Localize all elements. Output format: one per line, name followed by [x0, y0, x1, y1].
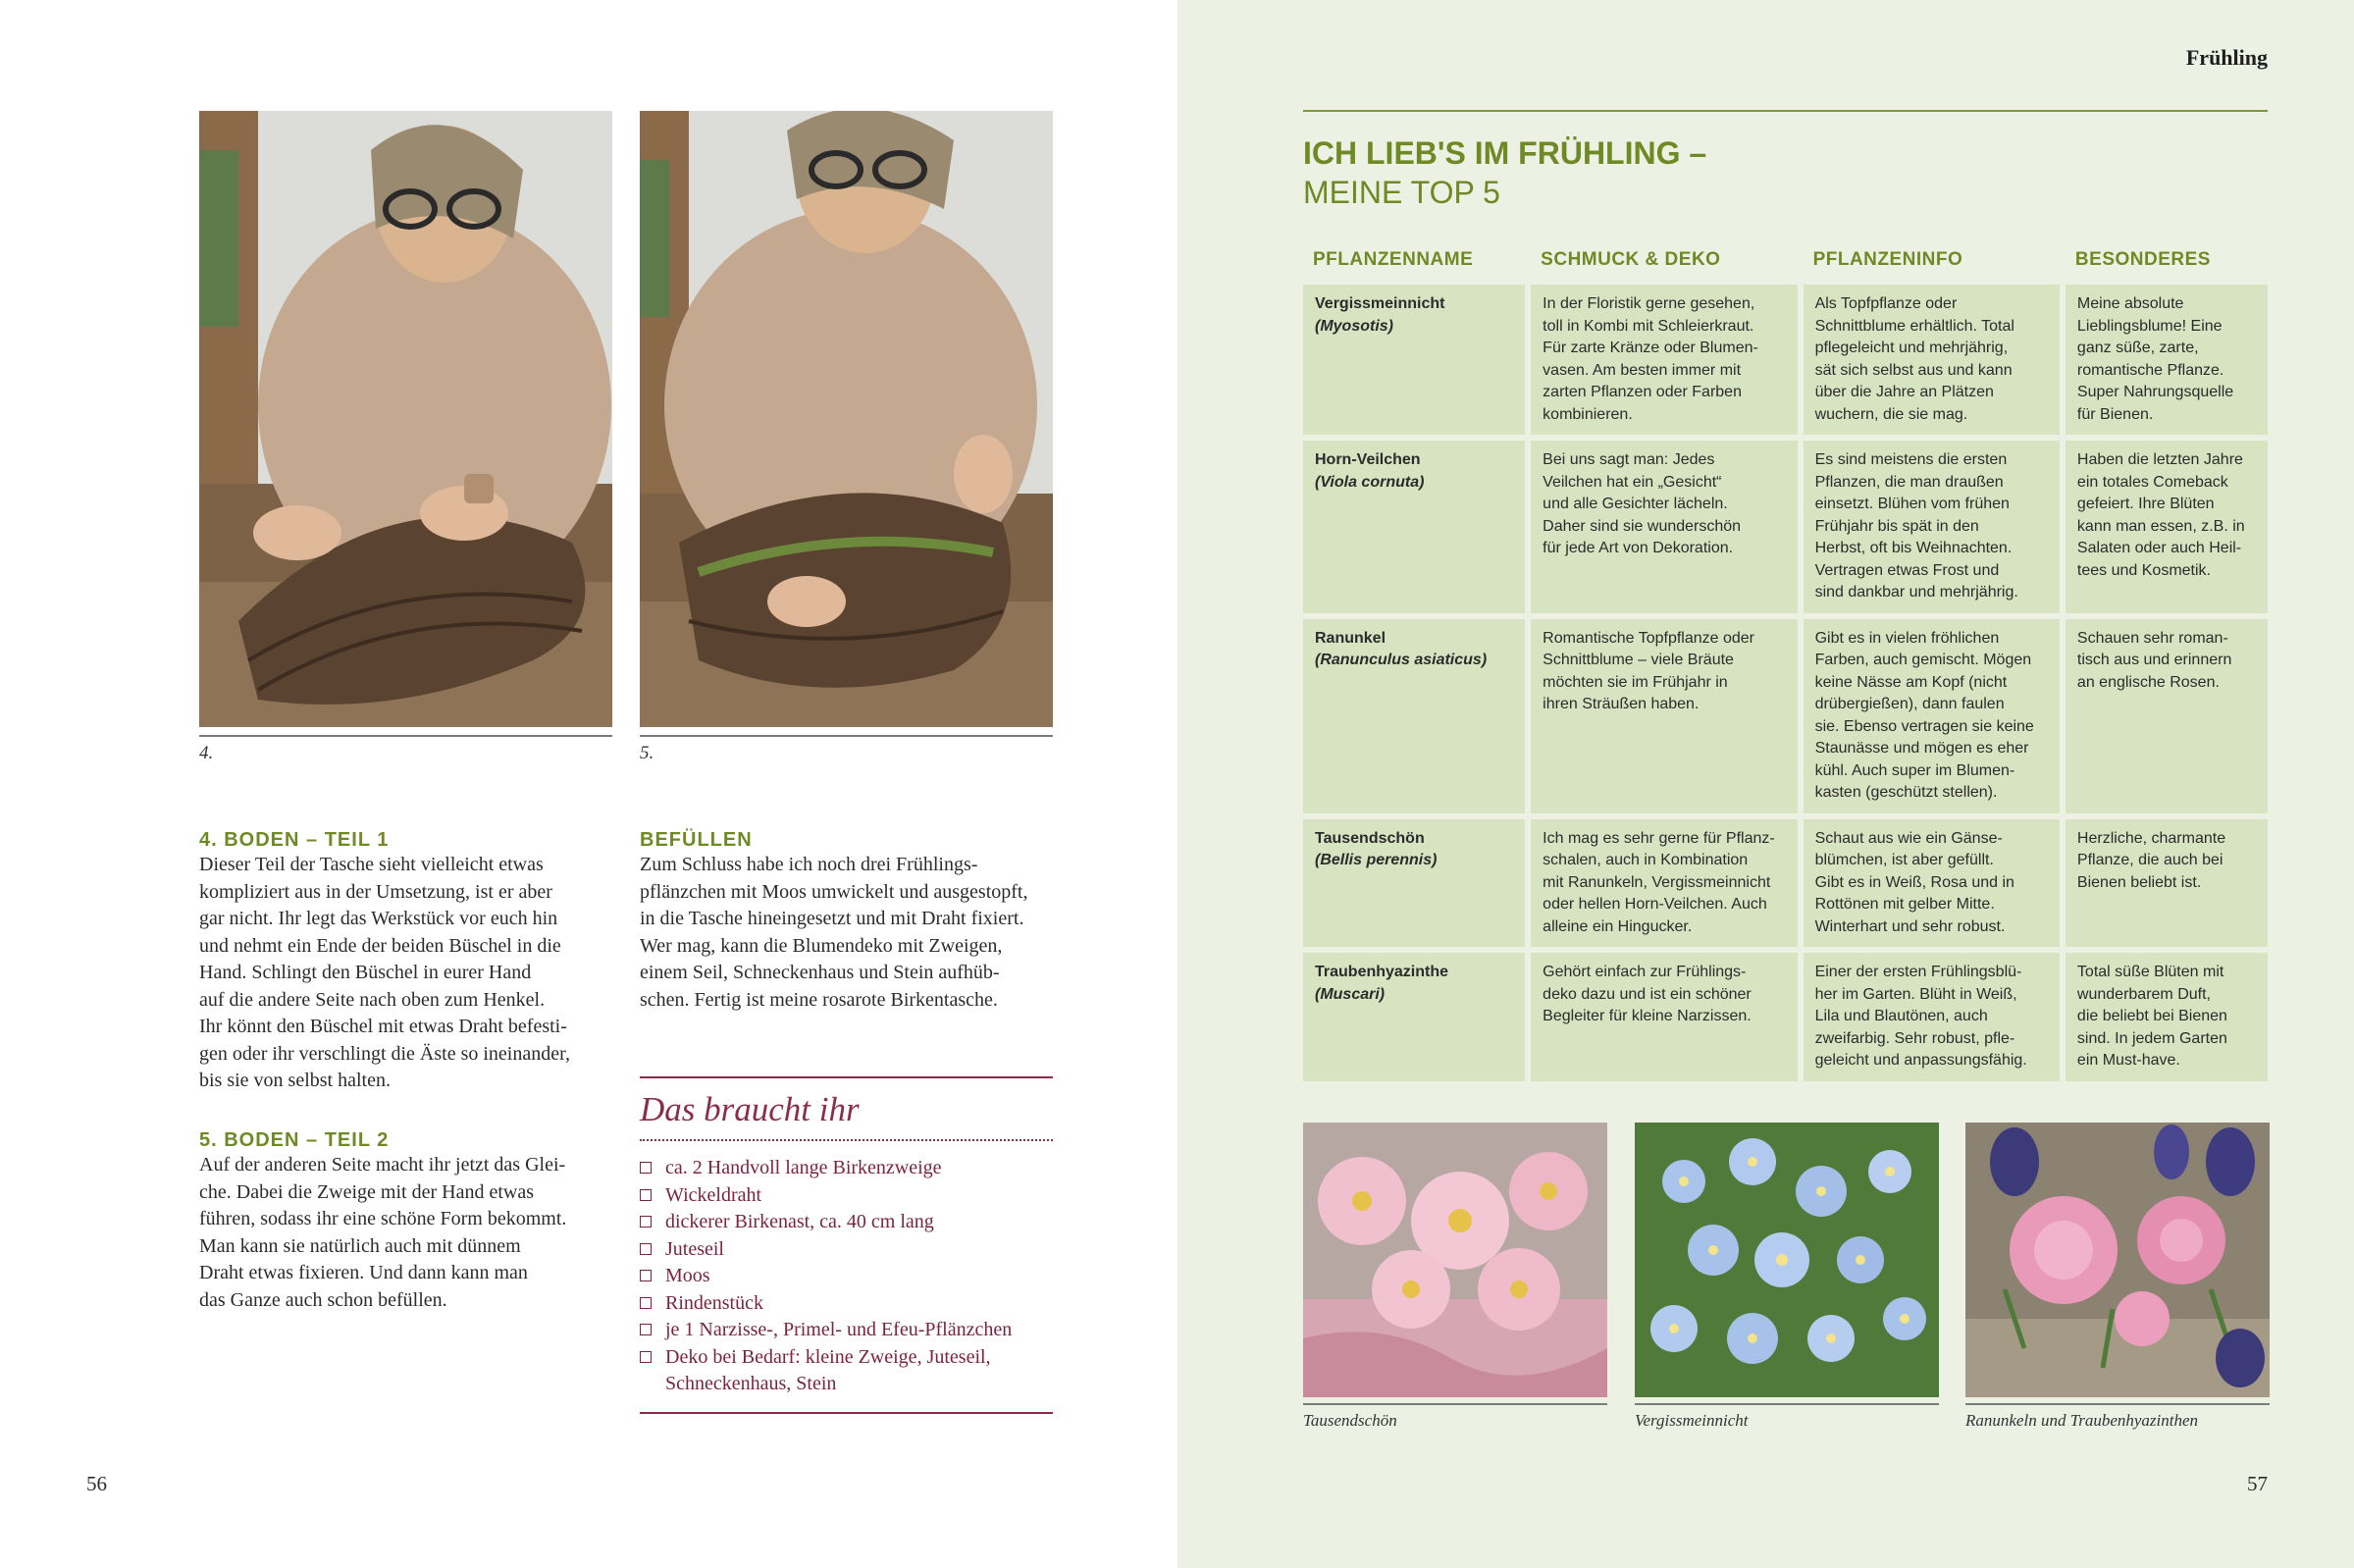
section-heading: 4. BODEN – TEIL 1	[199, 829, 390, 851]
cell-line: Einer der ersten Frühlingsblü-	[1814, 964, 2022, 980]
cell-line: Begleiter für kleine Narzissen.	[1543, 1008, 1752, 1024]
besonderes-cell	[2066, 619, 2268, 813]
cell-line: Rottönen mit gelber Mitte.	[1814, 896, 1995, 913]
text-line: führen, sodass ihr eine schöne Form bekommt.	[199, 1208, 567, 1229]
cell-line: Bei uns sagt man: Jedes	[1543, 451, 1715, 468]
cell-line: wuchern, die sie mag.	[1814, 405, 1968, 423]
header-rule	[1303, 110, 2268, 112]
column-header: SCHMUCK & DEKO	[1541, 249, 1721, 270]
column-header: PFLANZENNAME	[1313, 249, 1474, 270]
plant-name: Traubenhyazinthe	[1315, 964, 1449, 980]
cell-line: kombinieren.	[1543, 405, 1633, 423]
section-heading: 5. BODEN – TEIL 2	[199, 1129, 390, 1151]
section-heading: BEFÜLLEN	[640, 829, 753, 851]
cell-line: möchten sie im Frühjahr in	[1543, 673, 1728, 691]
text-line: Hand. Schlingt den Büschel in eurer Hand	[199, 962, 532, 983]
cell-line: Frühjahr bis spät in den	[1814, 517, 1979, 535]
table-row	[1303, 285, 2268, 435]
cell-line: Meine absolute	[2076, 295, 2184, 312]
deko-cell	[1531, 819, 1797, 948]
text-line: in die Tasche hineingesetzt und mit Draht fixiert.	[640, 908, 1024, 929]
text-line: einem Seil, Schneckenhaus und Stein aufhüb-	[640, 962, 1000, 983]
cell-line: Gibt es in vielen fröhlichen	[1814, 629, 2000, 647]
text-line: gen oder ihr verschlingt die Äste so ineinander,	[199, 1042, 570, 1065]
table-row	[1303, 953, 2268, 1081]
plant-latin-name: (Muscari)	[1315, 985, 1386, 1003]
text-line: Dieser Teil der Tasche sieht vielleicht etwas	[199, 854, 544, 875]
cell-line: toll in Kombi mit Schleierkraut.	[1543, 317, 1754, 335]
cell-line: Total süße Blüten mit	[2076, 964, 2224, 980]
cell-line: Gibt es in Weiß, Rosa und in	[1814, 873, 2014, 891]
besonderes-cell	[2066, 819, 2268, 948]
cell-line: sind dankbar und mehrjährig.	[1814, 584, 2018, 601]
cell-line: Schaut aus wie ein Gänse-	[1814, 829, 2003, 847]
photo-caption-vergissmeinnicht: Vergissmeinnicht	[1635, 1403, 1939, 1431]
cell-line: drübergießen), dann faulen	[1814, 696, 2005, 712]
photo-vergissmeinnicht	[1635, 1123, 1939, 1397]
cell-line: für Bienen.	[2076, 405, 2154, 423]
section-body	[640, 852, 1062, 1014]
section-boden-teil-1	[199, 829, 611, 1095]
cell-line: Lila und Blautönen, auch	[1814, 1008, 1988, 1024]
table-row	[1303, 441, 2268, 613]
cell-line: her im Garten. Blüht in Weiß,	[1814, 985, 2017, 1003]
cell-line: romantische Pflanze.	[2076, 361, 2224, 379]
checkbox-icon[interactable]	[640, 1216, 652, 1228]
photo-caption-tausendschoen: Tausendschön	[1303, 1403, 1607, 1431]
cell-line: kann man essen, z.B. in	[2076, 517, 2245, 535]
cell-line: deko dazu und ist ein schöner	[1543, 985, 1752, 1003]
photo-ranunkeln	[1965, 1123, 2270, 1397]
title-line-2: MEINE TOP 5	[1303, 175, 1500, 210]
materials-title: Das braucht ihr	[640, 1078, 1053, 1141]
deko-cell	[1531, 953, 1797, 1081]
cell-line: an englische Rosen.	[2076, 673, 2220, 691]
text-line: Auf der anderen Seite macht ihr jetzt das Glei-	[199, 1154, 566, 1176]
besonderes-cell	[2066, 285, 2268, 435]
cell-line: zarten Pflanzen oder Farben	[1543, 384, 1742, 400]
table-row	[1303, 619, 2268, 813]
text-line: bis sie von selbst halten.	[199, 1070, 391, 1091]
cell-line: Für zarte Kränze oder Blumen-	[1543, 340, 1758, 356]
photo-caption-4: 4.	[199, 735, 612, 764]
photo-step-5	[640, 111, 1053, 727]
cell-line: In der Floristik gerne gesehen,	[1543, 295, 1755, 312]
table-header-row	[1303, 241, 2268, 279]
text-line: schen. Fertig ist meine rosarote Birkentasche.	[640, 988, 998, 1011]
cell-line: ihren Sträußen haben.	[1543, 696, 1700, 712]
cell-line: Pflanzen, die man draußen	[1814, 473, 2004, 491]
cell-line: ein Must-have.	[2076, 1052, 2180, 1069]
text-line: gar nicht. Ihr legt das Werkstück vor euch hin	[199, 908, 558, 929]
deko-cell	[1531, 285, 1797, 435]
info-cell	[1804, 819, 2060, 948]
page-number-right: 57	[2247, 1472, 2268, 1495]
cell-line: tisch aus und erinnern	[2076, 652, 2232, 668]
cell-line: sät sich selbst aus und kann	[1814, 361, 2013, 379]
cell-line: oder hellen Horn-Veilchen. Auch	[1543, 896, 1767, 913]
checkbox-icon[interactable]	[640, 1297, 652, 1309]
materials-item[interactable]: Rindenstück	[640, 1290, 1053, 1318]
cell-line: mit Ranunkeln, Vergissmeinnicht	[1543, 873, 1771, 891]
plant-name-cell	[1303, 441, 1525, 613]
materials-item[interactable]: ca. 2 Handvoll lange Birkenzweige	[640, 1155, 1053, 1182]
cell-line: Gehört einfach zur Frühlings-	[1543, 964, 1747, 980]
text-line: kompliziert aus in der Umsetzung, ist er aber	[199, 880, 552, 903]
cell-line: Farben, auch gemischt. Mögen	[1814, 652, 2032, 668]
column-header: BESONDERES	[2074, 249, 2211, 270]
info-cell	[1804, 285, 2060, 435]
cell-line: Ich mag es sehr gerne für Pflanz-	[1543, 829, 1775, 847]
cell-line: keine Nässe am Kopf (nicht	[1814, 673, 2008, 691]
text-line: Zum Schluss habe ich noch drei Frühlings-	[640, 854, 978, 875]
cell-line: kühl. Auch super im Blumen-	[1814, 761, 2015, 779]
checkbox-icon[interactable]	[640, 1324, 652, 1335]
photo-step-4	[199, 111, 612, 727]
plant-name-cell	[1303, 285, 1525, 435]
cell-line: ganz süße, zarte,	[2076, 340, 2199, 356]
plant-name-cell	[1303, 819, 1525, 948]
cell-line: pflegeleicht und mehrjährig,	[1814, 340, 2009, 356]
checkbox-icon[interactable]	[640, 1189, 652, 1201]
materials-item[interactable]: Deko bei Bedarf: kleine Zweige, Juteseil, Schneckenhaus, Stein	[640, 1344, 1053, 1398]
cell-line: Schauen sehr roman-	[2076, 629, 2228, 647]
cell-line: Romantische Topfpflanze oder	[1543, 629, 1755, 647]
text-line: che. Dabei die Zweige mit der Hand etwas	[199, 1180, 534, 1203]
cell-line: gefeiert. Ihre Blüten	[2076, 496, 2215, 512]
photo-caption-5: 5.	[640, 735, 1053, 764]
materials-item[interactable]: dickerer Birkenast, ca. 40 cm lang	[640, 1209, 1053, 1236]
checkbox-icon[interactable]	[640, 1243, 652, 1255]
cell-line: Vertragen etwas Frost und	[1814, 561, 2000, 579]
plant-latin-name: (Bellis perennis)	[1315, 852, 1438, 868]
cell-line: Super Nahrungsquelle	[2076, 384, 2234, 400]
checkbox-icon[interactable]	[640, 1162, 652, 1174]
cell-line: Schnittblume – viele Bräute	[1543, 652, 1734, 668]
text-line: pflänzchen mit Moos umwickelt und ausgestopft,	[640, 880, 1028, 903]
materials-item[interactable]: Juteseil	[640, 1236, 1053, 1264]
page-title	[1303, 133, 1706, 212]
plant-table	[1303, 235, 2268, 1087]
plant-name-cell	[1303, 619, 1525, 813]
materials-list	[640, 1141, 1053, 1412]
text-line: Wer mag, kann die Blumendeko mit Zweigen,	[640, 934, 1003, 957]
cell-line: Herbst, oft bis Weihnachten.	[1814, 540, 2013, 556]
checkbox-icon[interactable]	[640, 1351, 652, 1363]
table-row	[1303, 819, 2268, 948]
cell-line: und alle Gesichter lächeln.	[1543, 496, 1728, 512]
cell-line: sie. Ebenso vertragen sie keine	[1814, 717, 2034, 735]
cell-line: kasten (geschützt stellen).	[1814, 784, 1998, 801]
cell-line: einsetzt. Blühen vom frühen	[1814, 496, 2010, 512]
info-cell	[1804, 441, 2060, 613]
plant-name-cell	[1303, 953, 1525, 1081]
cell-line: Herzliche, charmante	[2076, 829, 2226, 847]
cell-line: tees und Kosmetik.	[2076, 561, 2211, 579]
cell-line: Bienen beliebt ist.	[2076, 873, 2202, 891]
besonderes-cell	[2066, 441, 2268, 613]
cell-line: sind. In jedem Garten	[2076, 1029, 2227, 1047]
cell-line: ein totales Comeback	[2076, 473, 2228, 491]
page-number-left: 56	[86, 1472, 107, 1495]
materials-item[interactable]: Moos	[640, 1263, 1053, 1290]
plant-name: Ranunkel	[1315, 629, 1386, 647]
cell-line: Veilchen hat ein „Gesicht“	[1543, 473, 1722, 491]
text-line: und nehmt ein Ende der beiden Büschel in die	[199, 934, 561, 957]
deko-cell	[1531, 441, 1797, 613]
cell-line: über die Jahre an Plätzen	[1814, 384, 1994, 400]
cell-line: für jede Art von Dekoration.	[1543, 540, 1734, 556]
cell-line: zweifarbig. Sehr robust, pfle-	[1814, 1029, 2015, 1047]
cell-line: Salaten oder auch Heil-	[2076, 540, 2242, 556]
photo-caption-ranunkeln: Ranunkeln und Traubenhyazinthen	[1965, 1403, 2270, 1431]
cell-line: Es sind meistens die ersten	[1814, 451, 2008, 468]
cell-line: die beliebt bei Bienen	[2076, 1008, 2227, 1024]
cell-line: Schnittblume erhältlich. Total	[1814, 317, 2014, 335]
cell-line: Staunässe und mögen es eher	[1814, 740, 2029, 757]
cell-line: Haben die letzten Jahre	[2076, 451, 2243, 468]
cell-line: Winterhart und sehr robust.	[1814, 917, 2006, 935]
cell-line: Daher sind sie wunderschön	[1543, 517, 1742, 535]
text-line: Man kann sie natürlich auch mit dünnem	[199, 1234, 521, 1257]
cell-line: Als Topfpflanze oder	[1814, 295, 1958, 312]
plant-name: Horn-Veilchen	[1315, 451, 1421, 468]
plant-name: Tausendschön	[1315, 829, 1425, 847]
materials-item[interactable]: Wickeldraht	[640, 1182, 1053, 1210]
text-line: auf die andere Seite nach oben zum Henkel.	[199, 988, 546, 1011]
text-line: das Ganze auch schon befüllen.	[199, 1288, 447, 1311]
cell-line: Pflanze, die auch bei	[2076, 852, 2223, 868]
materials-box	[640, 1076, 1053, 1414]
column-header: PFLANZENINFO	[1812, 249, 1963, 270]
section-body	[199, 1152, 611, 1314]
cell-line: blümchen, ist aber gefüllt.	[1814, 852, 1994, 868]
running-head: Frühling	[2185, 45, 2268, 70]
info-cell	[1804, 619, 2060, 813]
cell-line: geleicht und anpassungsfähig.	[1814, 1052, 2027, 1069]
text-line: Draht etwas fixieren. Und dann kann man	[199, 1262, 528, 1283]
plant-name: Vergissmeinnicht	[1315, 295, 1445, 312]
checkbox-icon[interactable]	[640, 1270, 652, 1281]
info-cell	[1804, 953, 2060, 1081]
text-line: Ihr könnt den Büschel mit etwas Draht befesti-	[199, 1016, 567, 1037]
right-page	[1177, 0, 2354, 1568]
cell-line: schalen, auch in Kombination	[1543, 852, 1749, 868]
cell-line: vasen. Am besten immer mit	[1543, 361, 1742, 379]
section-body	[199, 852, 611, 1095]
plant-latin-name: (Myosotis)	[1315, 317, 1393, 335]
title-line-1: ICH LIEB'S IM FRÜHLING –	[1303, 135, 1707, 171]
section-befuellen	[640, 829, 1062, 1014]
photo-tausendschoen	[1303, 1123, 1607, 1397]
cell-line: Lieblingsblume! Eine	[2076, 317, 2223, 335]
cell-line: wunderbarem Duft,	[2076, 985, 2211, 1003]
deko-cell	[1531, 619, 1797, 813]
section-boden-teil-2	[199, 1129, 611, 1314]
besonderes-cell	[2066, 953, 2268, 1081]
cell-line: alleine ein Hingucker.	[1543, 917, 1693, 935]
plant-latin-name: (Viola cornuta)	[1315, 473, 1425, 491]
materials-item[interactable]: je 1 Narzisse-, Primel- und Efeu-Pflänzchen	[640, 1317, 1053, 1344]
plant-latin-name: (Ranunculus asiaticus)	[1315, 652, 1488, 668]
